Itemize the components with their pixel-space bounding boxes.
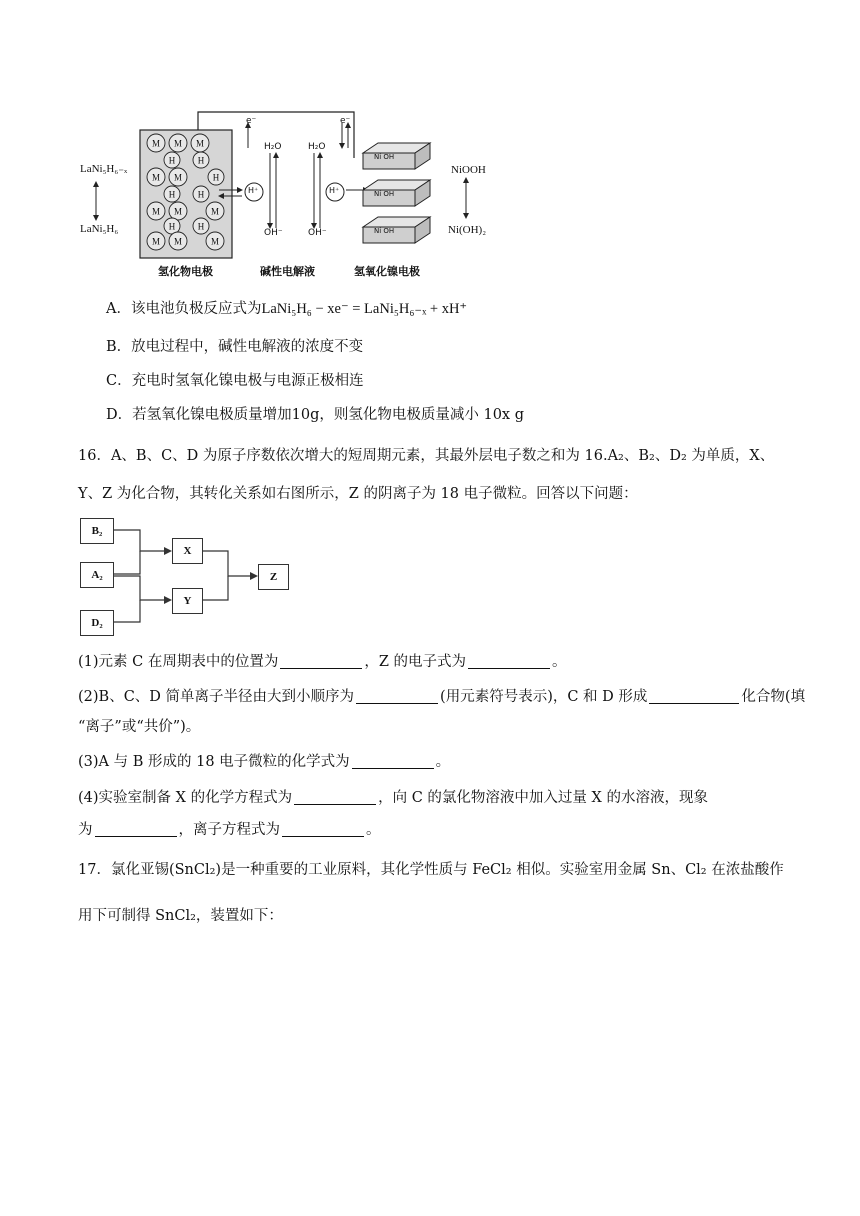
q16-part4 (78, 788, 708, 808)
answer-blank[interactable] (468, 654, 550, 669)
flow-box-z: Z (258, 564, 289, 590)
e-minus-label-1: e⁻ (246, 116, 257, 126)
h-particle-label: H (168, 221, 176, 232)
m-particle-label: M (210, 206, 220, 217)
q16-p3-text-b: 。 (435, 754, 451, 770)
right-top-label: NiOOH (451, 164, 486, 176)
q16-p4-text-b: ，向 C 的氯化物溶液中加入过量 X 的水溶液，现象 (378, 790, 708, 806)
flow-box-d2: D₂ (80, 610, 114, 636)
q16-part2 (78, 687, 805, 707)
h2o-label-1: H₂O (264, 142, 282, 152)
m-particle-label: M (151, 206, 161, 217)
e-minus-label-2: e⁻ (340, 116, 351, 126)
h-plus-label-2: H⁺ (329, 186, 340, 195)
flow-box-y: Y (172, 588, 203, 614)
answer-blank[interactable] (352, 754, 434, 769)
q16-line2: Y、Z 为化合物，其转化关系如右图所示，Z 的阴离子为 18 电子微粒。回答以下问题： (78, 486, 638, 502)
q16-p2-text-c: 化合物(填 (741, 689, 806, 705)
battery-figure (78, 108, 518, 278)
m-particle-label: M (173, 138, 183, 149)
option-a (106, 299, 467, 319)
q16-p1-text-b: ，Z 的电子式为 (364, 654, 467, 670)
m-particle-label: M (151, 236, 161, 247)
option-a-formula: LaNi₅H₆ − xe⁻ = LaNi₅H₆₋ₓ + xH⁺ (261, 301, 468, 317)
q16-p4-text-e: 。 (366, 822, 381, 838)
m-particle-label: M (195, 138, 205, 149)
answer-blank[interactable] (280, 654, 362, 669)
q16-part3 (78, 752, 450, 772)
q16-p4-text-d: ，离子方程式为 (178, 822, 280, 838)
nickel-electrode-label: 氢氧化镍电极 (354, 265, 420, 278)
h-plus-label-1: H⁺ (248, 186, 259, 195)
answer-blank[interactable] (294, 790, 376, 805)
electrolyte-label: 碱性电解液 (260, 265, 315, 278)
flow-box-a2: A₂ (80, 562, 114, 588)
q16-p3-text-a: (3)A 与 B 形成的 18 电子微粒的化学式为 (78, 754, 350, 770)
q16-line1: 16．A、B、C、D 为原子序数依次增大的短周期元素，其最外层电子数之和为 16.A₂、B₂、D₂ 为单质，X、 (78, 448, 775, 464)
q16-p4-text-a: (4)实验室制备 X 的化学方程式为 (78, 790, 293, 806)
ni-oh-label-3: Ni OH (374, 227, 395, 235)
h-particle-label: H (197, 155, 205, 166)
m-particle-label: M (173, 236, 183, 247)
m-particle-label: M (151, 172, 161, 183)
m-particle-label: M (210, 236, 220, 247)
option-b: B．放电过程中，碱性电解液的浓度不变 (106, 339, 364, 355)
h-particle-label: H (168, 155, 176, 166)
h-particle-label: H (212, 172, 220, 183)
q16-p2-text-a: (2)B、C、D 简单离子半径由大到小顺序为 (78, 689, 355, 705)
left-top-label: LaNi₅H₆₋ₓ (80, 163, 128, 175)
q17-line1: 17．氯化亚锡(SnCl₂)是一种重要的工业原料，其化学性质与 FeCl₂ 相似。实验室用金属 Sn、Cl₂ 在浓盐酸作 (78, 862, 784, 878)
m-particle-label: M (151, 138, 161, 149)
flow-box-b2: B₂ (80, 518, 114, 544)
q16-part2-cont: “离子”或“共价”)。 (78, 719, 201, 735)
option-d: D．若氢氧化镍电极质量增加10g，则氢化物电极质量减小 10x g (106, 407, 524, 423)
flow-chart (78, 516, 308, 638)
flow-box-x: X (172, 538, 203, 564)
q16-p1-text-c: 。 (552, 654, 567, 670)
q17-line2: 用下可制得 SnCl₂，装置如下： (78, 908, 283, 924)
h-particle-label: H (197, 221, 205, 232)
left-bottom-label: LaNi₅H₆ (80, 223, 119, 235)
q16-p2-text-b: (用元素符号表示)，C 和 D 形成 (440, 689, 648, 705)
answer-blank[interactable] (356, 689, 438, 704)
answer-blank[interactable] (95, 822, 177, 837)
battery-diagram (78, 108, 518, 278)
ni-oh-label-1: Ni OH (374, 153, 395, 161)
option-a-prefix: A．该电池负极反应式为 (106, 301, 262, 317)
q16-part1 (78, 652, 567, 672)
hydride-electrode-label: 氢化物电极 (158, 265, 213, 278)
oh-label-2: OH⁻ (308, 228, 327, 238)
h-particle-label: H (168, 189, 176, 200)
m-particle-label: M (173, 172, 183, 183)
q16-part4-cont (78, 820, 381, 840)
answer-blank[interactable] (282, 822, 364, 837)
q16-p4-text-c: 为 (78, 822, 93, 838)
m-particle-label: M (173, 206, 183, 217)
h2o-label-2: H₂O (308, 142, 326, 152)
option-c: C．充电时氢氧化镍电极与电源正极相连 (106, 373, 364, 389)
right-bottom-label: Ni(OH)₂ (448, 224, 487, 236)
oh-label-1: OH⁻ (264, 228, 283, 238)
answer-blank[interactable] (649, 689, 739, 704)
ni-oh-label-2: Ni OH (374, 190, 395, 198)
q16-p1-text-a: (1)元素 C 在周期表中的位置为 (78, 654, 279, 670)
h-particle-label: H (197, 189, 205, 200)
